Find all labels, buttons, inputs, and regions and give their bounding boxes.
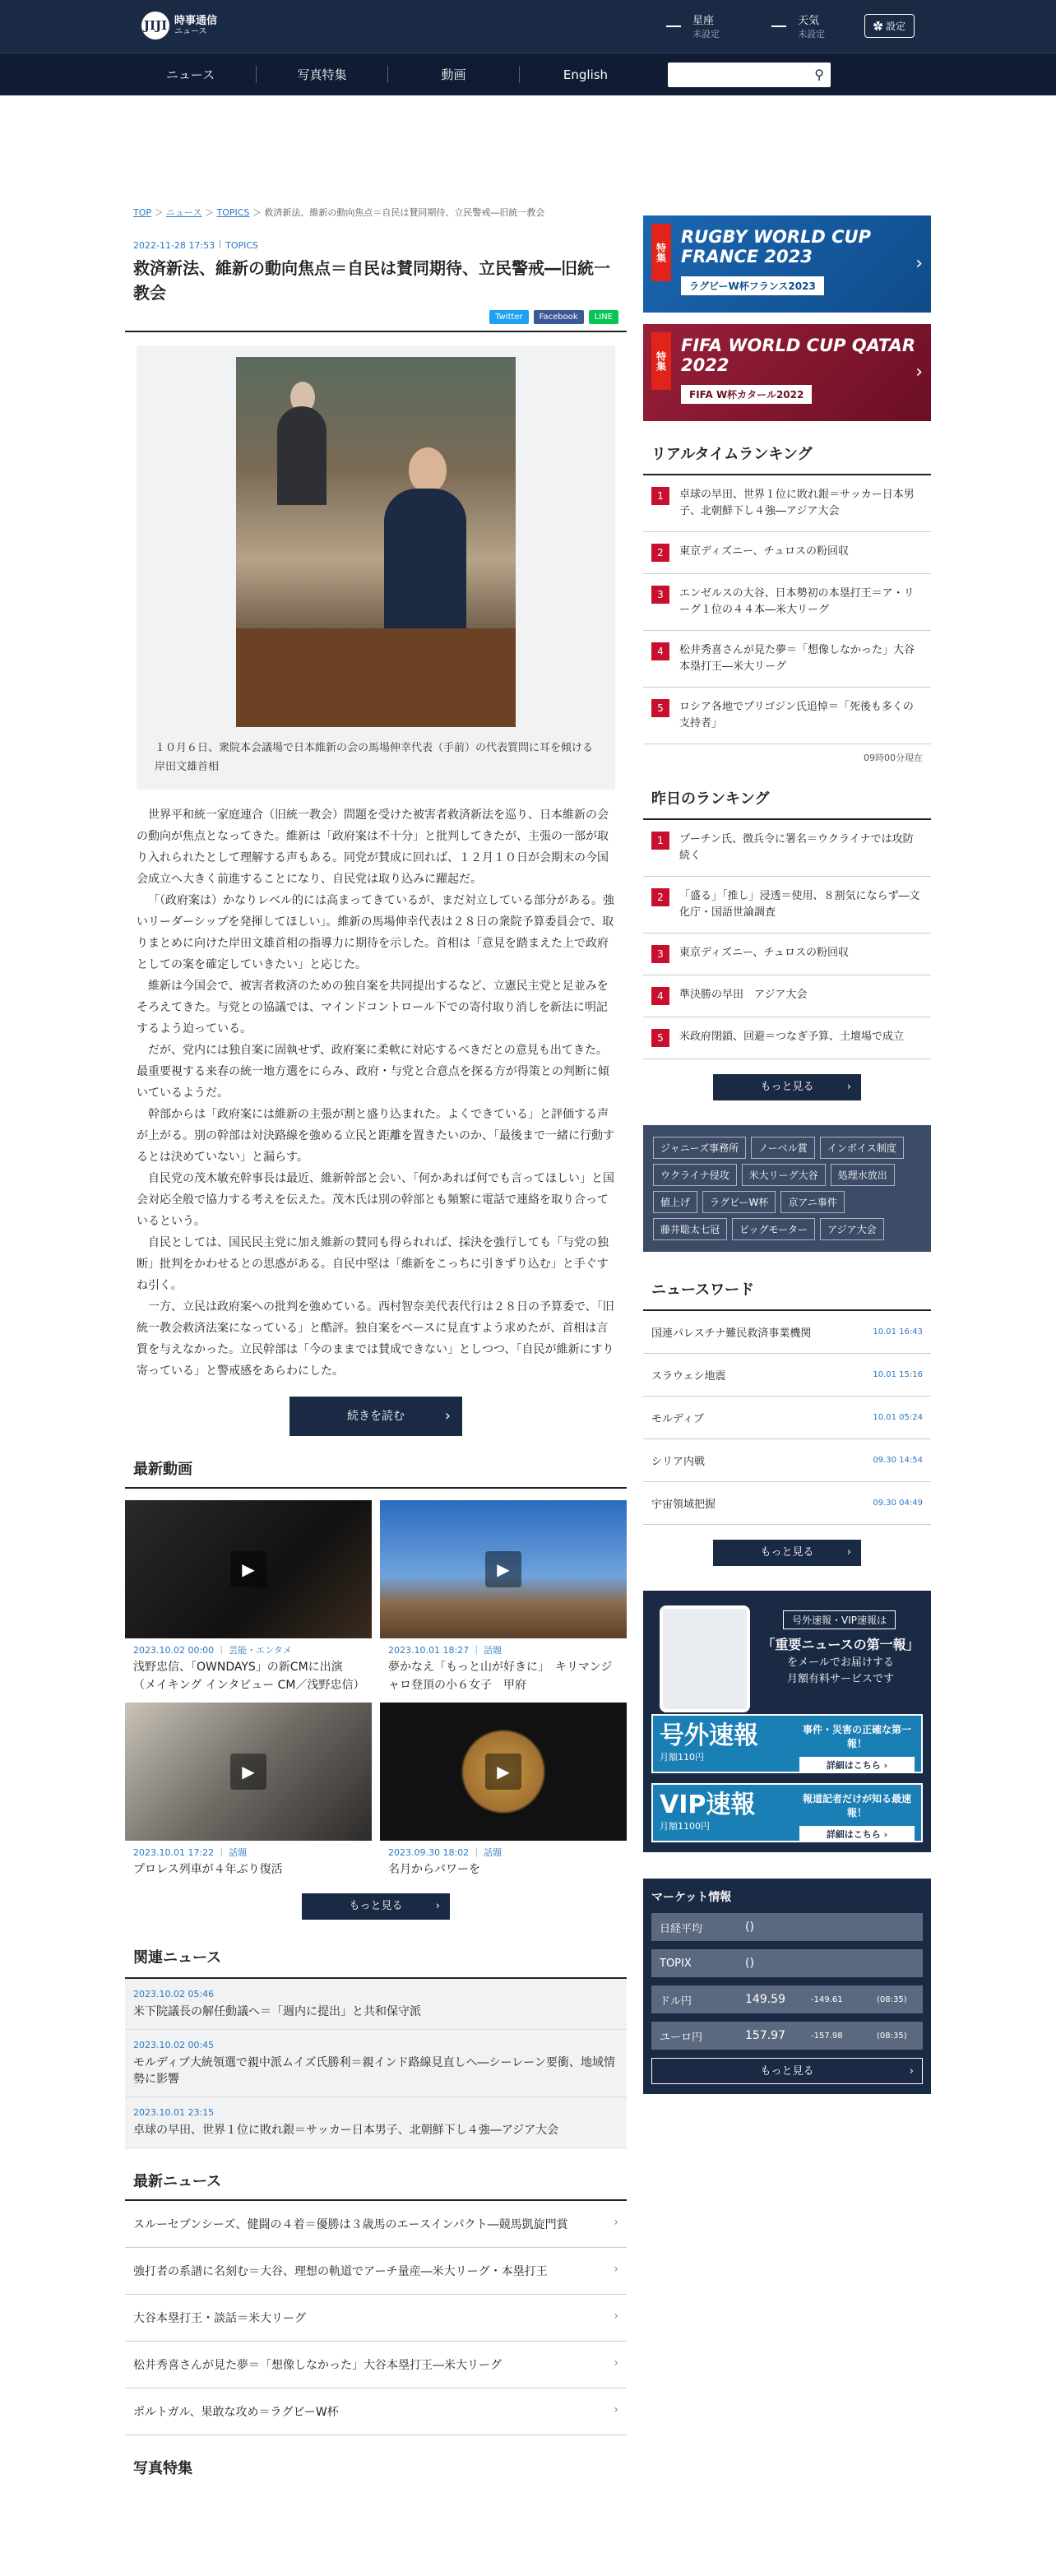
newsword-date: 10.01 15:16 [873, 1370, 923, 1379]
breadcrumb-news[interactable]: ニュース [166, 207, 202, 218]
newsword-term[interactable]: 宇宙領域把握 [651, 1499, 716, 1511]
play-icon[interactable]: ▶ [485, 1754, 521, 1790]
realtime-ranking [643, 475, 931, 771]
rank-number: 4 [651, 642, 669, 660]
market-name: TOPIX [660, 1957, 692, 1970]
topic-tag[interactable]: ジャニーズ事務所 [653, 1137, 746, 1159]
ranking-item[interactable] [643, 475, 931, 532]
rank-number: 2 [651, 544, 669, 562]
nav-item-news[interactable]: ニュース [125, 66, 257, 83]
ranking-item[interactable] [643, 934, 931, 975]
related-date: 2023.10.01 23:15 [133, 2107, 215, 2118]
settings-button[interactable] [864, 14, 915, 38]
section-heading-yesterday: 昨日のランキング [643, 777, 931, 820]
share-bar [125, 305, 627, 332]
banner-tag: 特集 [651, 332, 671, 390]
ranking-title[interactable]: ロシア各地でプリゴジン氏追悼＝「死後も多くの支持者」 [679, 701, 914, 730]
rank-number: 2 [651, 888, 669, 906]
related-item[interactable] [125, 2097, 627, 2148]
market-row [651, 1949, 923, 1977]
article-paragraph: 自民党の茂木敏充幹事長は最近、維新幹部と会い、「何かあれば何でも言ってほしい」と国会対応全般で協力する考えを伝えた。茂木氏は別の幹部とも頻繁に電話で連絡を取り合っているという。 [137, 1172, 614, 1228]
newsword-date: 10.01 16:43 [873, 1327, 923, 1337]
video-grid [125, 1500, 627, 1879]
vip-service-banner[interactable] [643, 1591, 931, 1852]
horoscope-label: 星座 [692, 15, 715, 27]
section-heading-newsword: ニュースワード [643, 1268, 931, 1311]
article-category[interactable]: TOPICS [225, 240, 259, 251]
video-title[interactable]: 浅野忠信、「OWNDAYS」の新CMに出演（メイキング インタビュー CM／浅野忠信） [133, 1661, 365, 1692]
section-heading-latest: 最新ニュース [125, 2170, 627, 2201]
video-title[interactable]: 名月からパワーを [388, 1863, 480, 1876]
gogai-price: 月額110円 [660, 1752, 704, 1763]
ranking-title[interactable]: プーチン氏、徴兵令に署名＝ウクライナでは攻防続く [679, 833, 914, 862]
market-name: 日経平均 [660, 1922, 703, 1935]
weather-label: 天気 [798, 15, 820, 27]
ranking-title[interactable]: 米政府閉鎖、回避＝つなぎ予算、土壇場で成立 [679, 1031, 905, 1043]
related-date: 2023.10.02 00:45 [133, 2040, 215, 2050]
vip-title: VIP速報 [660, 1791, 756, 1819]
ranking-item[interactable] [643, 631, 931, 688]
newsword-item[interactable] [643, 1439, 931, 1482]
breadcrumb-topics[interactable]: TOPICS [216, 207, 250, 218]
latest-item[interactable]: 強打者の系譜に名刻む＝大谷、理想の軌道でアーチ量産―米大リーグ・本塁打王 › [125, 2248, 627, 2295]
banner-subtitle: FIFA W杯カタール2022 [681, 385, 812, 404]
market-row [651, 1913, 923, 1941]
video-thumbnail[interactable] [380, 1703, 627, 1841]
play-icon[interactable]: ▶ [230, 1754, 266, 1790]
phone-image [660, 1605, 750, 1712]
vip-line1: 「重要ニュースの第一報」 [762, 1637, 919, 1652]
market-info [643, 1879, 931, 2094]
breadcrumb-top[interactable]: TOP [133, 207, 152, 218]
video-meta: 2023.10.01 17:22 ｜ 話題 [133, 1847, 248, 1858]
article-paragraph: 幹部からは「政府案には維新の主張が割と盛り込まれた。よくできている」と評価する声が上がる。別の幹部は対決路線を強める立民と距離を置きたいのか、「最後まで一緒に行動するとは決めていない」と漏らす。 [137, 1108, 614, 1164]
read-more-button[interactable]: 続きを読む › [289, 1397, 462, 1436]
search-input[interactable] [668, 63, 831, 87]
market-row [651, 1985, 923, 2013]
market-name: ドル円 [660, 1995, 692, 2008]
gear-icon: ✿ [873, 21, 886, 32]
nav-item-photo[interactable]: 写真特集 [257, 66, 388, 83]
related-item[interactable] [125, 2030, 627, 2097]
article-photo [236, 357, 516, 727]
ranking-title[interactable]: 松井秀喜さんが見た夢＝「想像しなかった」大谷本塁打王―米大リーグ [679, 644, 915, 673]
newsword-list [643, 1311, 931, 1525]
newsword-item[interactable] [643, 1311, 931, 1354]
video-thumbnail[interactable] [125, 1500, 372, 1638]
topic-tags [643, 1125, 931, 1252]
main-nav [0, 53, 1056, 95]
rank-number: 5 [651, 1029, 669, 1047]
site-header [0, 0, 1056, 53]
video-title[interactable]: 夢かなえ「もっと山が好きに」 キリマンジャロ登頂の小６女子 甲府 [388, 1661, 613, 1692]
newsword-date: 09.30 14:54 [873, 1456, 923, 1465]
nav-item-video[interactable]: 動画 [388, 66, 520, 83]
banner-subtitle: ラグビーW杯フランス2023 [681, 276, 824, 295]
banner-tag: 特集 [651, 224, 671, 281]
topic-tag[interactable]: 京アニ事件 [780, 1191, 844, 1213]
article-paragraph: 維新は今国会で、被害者救済のための独自案を共同提出するなど、立憲民主党と足並みをそろえてきた。与党との協議では、マインドコントロール下での寄付取り消しを新法に明記するよう迫っている。 [137, 980, 609, 1035]
rank-number: 1 [651, 487, 669, 505]
video-card[interactable] [125, 1703, 372, 1879]
topic-tag[interactable]: 米大リーグ大谷 [742, 1164, 826, 1186]
nav-item-english[interactable]: English [563, 67, 609, 82]
vip-line3: 月額有料サービスです [786, 1673, 894, 1685]
ranking-item[interactable] [643, 1017, 931, 1059]
site-logo[interactable] [141, 12, 217, 39]
related-date: 2023.10.02 05:46 [133, 1989, 215, 1999]
newsword-term[interactable]: 国連パレスチナ難民救済事業機関 [651, 1327, 812, 1340]
play-icon[interactable]: ▶ [485, 1551, 521, 1587]
dash-icon [666, 25, 681, 27]
topic-tag[interactable]: ビッグモーター [732, 1218, 815, 1240]
rank-number: 3 [651, 586, 669, 604]
vip-desc: 報道記者だけが知る最速報！ [802, 1793, 911, 1818]
related-item[interactable] [125, 1979, 627, 2030]
gogai-desc: 事件・災害の正確な第一報！ [802, 1724, 911, 1749]
topic-tag[interactable]: インボイス制度 [820, 1137, 904, 1159]
search-icon[interactable]: ⚲ [814, 67, 824, 82]
chevron-right-icon: › [915, 253, 923, 274]
market-name: ユーロ円 [660, 2031, 703, 2044]
horoscope-widget[interactable] [666, 12, 720, 40]
latest-item[interactable]: 大谷本塁打王・談話＝米大リーグ › [125, 2295, 627, 2342]
newsword-item[interactable] [643, 1482, 931, 1525]
section-heading-videos: 最新動画 [125, 1457, 627, 1489]
breadcrumb-current: 救済新法、維新の動向焦点＝自民は賛同期待、立民警戒―旧統一教会 [264, 207, 545, 218]
related-title[interactable]: モルディブ大統領選で親中派ムイズ氏勝利＝親インド路線見直しへ―シーレーン要衝、地域情勢に影響 [133, 2056, 615, 2086]
latest-item[interactable]: ポルトガル、果敢な攻め＝ラグビーW杯 › [125, 2388, 627, 2435]
article-paragraph: 一方、立民は政府案への批判を強めている。西村智奈美代表代行は２８日の予算委で、「旧統一教会救済法案になっている」と酷評。独自案をベースに見直すよう求めたが、首相は言質を与えなかった。立民幹部は「今のままでは賛成できない」としつつ、「自民が維新にすり寄っている」と警戒感をあらわにした。 [137, 1300, 614, 1378]
ranking-title[interactable]: エンゼルスの大谷、日本勢初の本塁打王＝ア・リーグ１位の４４本―米大リーグ [679, 587, 915, 616]
rank-number: 3 [651, 945, 669, 963]
horoscope-value: 未設定 [692, 29, 720, 39]
video-title[interactable]: プロレス列車が４年ぶり復活 [133, 1863, 283, 1876]
market-row [651, 2022, 923, 2050]
related-title[interactable]: 米下院議長の解任動議へ＝「週内に提出」と共和保守派 [133, 2005, 421, 2018]
article-meta [125, 240, 627, 251]
section-heading-photo: 写真特集 [133, 2460, 192, 2477]
article-paragraph: だが、党内には独自案に固執せず、政府案に柔軟に対応するべきだとの意見も出てきた。最重要視する来春の統一地方選をにらみ、政府・与党と合意点を探る方が得策との判断に傾いているようだ。 [137, 1044, 609, 1100]
topic-tag[interactable]: ラグビーW杯 [702, 1191, 776, 1213]
newsword-term[interactable]: シリア内戦 [651, 1456, 706, 1468]
article-paragraph: 自民としては、国民民主党に加え維新の賛同も得られれば、採決を強行しても「与党の独断」批判をかわせるとの思惑がある。自民中堅は「維新をこっちに引きずり込む」と手ぐすね引く。 [137, 1236, 609, 1292]
ranking-title[interactable]: 東京ディズニー、チュロスの粉回収 [679, 545, 850, 558]
newsword-term[interactable]: スラウェシ地震 [651, 1370, 726, 1383]
related-news [125, 1936, 627, 2148]
video-card[interactable] [380, 1703, 627, 1879]
market-value: 149.59 [745, 1993, 785, 2006]
ranking-item[interactable] [643, 532, 931, 574]
vip-price: 月額1100円 [660, 1821, 710, 1832]
ranking-item[interactable] [643, 688, 931, 744]
facebook-share-button[interactable]: Facebook [534, 310, 584, 324]
twitter-share-button[interactable]: Twitter [489, 310, 529, 324]
dash-icon [771, 25, 786, 27]
video-meta: 2023.10.02 00:00 ｜ 芸能・エンタメ [133, 1645, 292, 1656]
newsword-item[interactable] [643, 1354, 931, 1397]
weather-widget[interactable] [771, 12, 825, 40]
line-share-button[interactable]: LINE [589, 310, 618, 324]
latest-news-list [125, 2201, 627, 2435]
banner-title: RUGBY WORLD CUP FRANCE 2023 [681, 227, 871, 266]
market-value: 157.97 [745, 2029, 785, 2042]
play-icon[interactable]: ▶ [230, 1551, 266, 1587]
video-thumbnail[interactable] [125, 1703, 372, 1841]
topic-tag[interactable]: アジア大会 [820, 1218, 884, 1240]
video-meta: 2023.10.01 18:27 ｜ 話題 [388, 1645, 503, 1656]
market-change: -157.98 [811, 2031, 843, 2041]
rank-number: 4 [651, 987, 669, 1005]
article-body [125, 790, 627, 1382]
ranking-item[interactable] [643, 574, 931, 631]
topic-tag[interactable]: ノーベル賞 [751, 1137, 815, 1159]
gogai-plan[interactable] [651, 1714, 923, 1773]
topic-tag[interactable]: 藤井聡太七冠 [653, 1218, 727, 1240]
rank-number: 1 [651, 832, 669, 850]
topic-tag[interactable]: 処理水放出 [831, 1164, 895, 1186]
topic-tag[interactable]: 値上げ [653, 1191, 697, 1213]
photo-caption: １０月６日、衆院本会議場で日本維新の会の馬場伸幸代表（手前）の代表質問に耳を傾ける岸田文雄首相 [155, 742, 594, 773]
newsword-item[interactable] [643, 1397, 931, 1439]
article-title: 救済新法、維新の動向焦点＝自民は賛同期待、立民警戒―旧統一教会 [133, 258, 610, 303]
chevron-right-icon: › [915, 362, 923, 382]
vip-heading: 号外速報・VIP速報は [783, 1610, 896, 1629]
newsword-term[interactable]: モルディブ [651, 1413, 704, 1425]
article-date: 2022-11-28 17:53 [133, 240, 215, 251]
gogai-detail-link[interactable]: 詳細はこちら › [799, 1757, 915, 1773]
ranking-title[interactable]: 「盛る」「推し」浸透＝使用、８割気にならず―文化庁・国語世論調査 [679, 890, 920, 919]
market-time: (08:35) [877, 1995, 907, 2004]
market-time: (08:35) [877, 2031, 907, 2041]
article-paragraph: 世界平和統一家庭連合（旧統一教会）問題を受けた被害者救済新法を巡り、日本維新の会の動向が焦点となってきた。維新は「政府案は不十分」と批判してきたが、主張の一部が取り入れられたとして理解する声もある。同党が賛成に回れば、１２月１０日が会期末の今国会成立へ大きく前進することになり、自民党は取り込みに躍起だ。 [137, 808, 609, 886]
video-meta: 2023.09.30 18:02 ｜ 話題 [388, 1847, 503, 1858]
vip-detail-link[interactable]: 詳細はこちら › [799, 1826, 915, 1842]
breadcrumb: TOP ＞ ニュース ＞ TOPICS ＞ 救済新法、維新の動向焦点＝自民は賛同期待、立民警戒―旧統一教会 [133, 207, 545, 218]
topic-tag[interactable]: ウクライナ侵攻 [653, 1164, 737, 1186]
gogai-title: 号外速報 [660, 1721, 758, 1750]
market-more-button[interactable]: もっと見る › [651, 2058, 923, 2084]
main-column [125, 230, 627, 2486]
ranking-item[interactable] [643, 877, 931, 934]
settings-label: 設定 [885, 21, 905, 32]
newsword-more-button[interactable]: もっと見る › [713, 1540, 861, 1566]
article-figure [137, 345, 615, 790]
banner-title: FIFA WORLD CUP QATAR 2022 [681, 336, 916, 375]
latest-item[interactable]: スルーセブンシーズ、健闘の４着＝優勝は３歳馬のエースインパクト―競馬凱旋門賞 › [125, 2201, 627, 2248]
logo-line2: ニュース [174, 26, 207, 36]
newsword-date: 09.30 04:49 [873, 1499, 923, 1508]
ranking-title[interactable]: 卓球の早田、世界１位に敗れ銀＝サッカー日本男子、北朝鮮下し４強―アジア大会 [679, 489, 915, 517]
vip-text [758, 1637, 923, 1688]
newsword-date: 10.01 05:24 [873, 1413, 923, 1422]
market-value: () [745, 1957, 754, 1970]
ranking-timestamp: 09時00分現在 [864, 753, 923, 763]
market-heading: マーケット情報 [651, 1891, 732, 1904]
rank-number: 5 [651, 699, 669, 717]
ranking-item[interactable] [643, 820, 931, 877]
ranking-item[interactable] [643, 975, 931, 1017]
article-paragraph: 「（政府案は）かなりレベル的には高まってきているが、まだ対立している部分がある。強いリーダーシップを発揮してほしい」。維新の馬場伸幸代表は２８日の衆院予算委員会で、取りまとめに向けた岸田文雄首相の指導力に期待を示した。首相は「意見を踏まえた上で政府としての案を確定していきたい」と応じた。 [137, 894, 614, 971]
video-card[interactable] [125, 1500, 372, 1694]
ranking-title[interactable]: 準決勝の早田 アジア大会 [679, 989, 808, 1001]
weather-value: 未設定 [798, 29, 825, 39]
related-title[interactable]: 卓球の早田、世界１位に敗れ銀＝サッカー日本男子、北朝鮮下し４強―アジア大会 [133, 2124, 559, 2137]
fifa-banner[interactable] [643, 324, 931, 421]
latest-item[interactable]: 松井秀喜さんが見た夢＝「想像しなかった」大谷本塁打王―米大リーグ › [125, 2342, 627, 2388]
market-change: -149.61 [811, 1995, 843, 2004]
ranking-more-button[interactable]: もっと見る › [713, 1074, 861, 1100]
sidebar [643, 215, 931, 2094]
market-value: () [745, 1920, 754, 1934]
section-heading-related: 関連ニュース [125, 1936, 627, 1979]
logo-mark: JIJI [141, 12, 169, 39]
video-thumbnail[interactable] [380, 1500, 627, 1638]
yesterday-ranking [643, 820, 931, 1059]
video-card[interactable] [380, 1500, 627, 1694]
vip-plan[interactable] [651, 1783, 923, 1842]
ranking-title[interactable]: 東京ディズニー、チュロスの粉回収 [679, 947, 850, 959]
videos-more-button[interactable]: もっと見る › [302, 1893, 450, 1920]
rugby-banner[interactable] [643, 215, 931, 313]
logo-line1: 時事通信 [174, 14, 218, 27]
vip-line2: をメールでお届けする [787, 1656, 894, 1669]
section-heading-realtime: リアルタイムランキング [643, 433, 931, 475]
